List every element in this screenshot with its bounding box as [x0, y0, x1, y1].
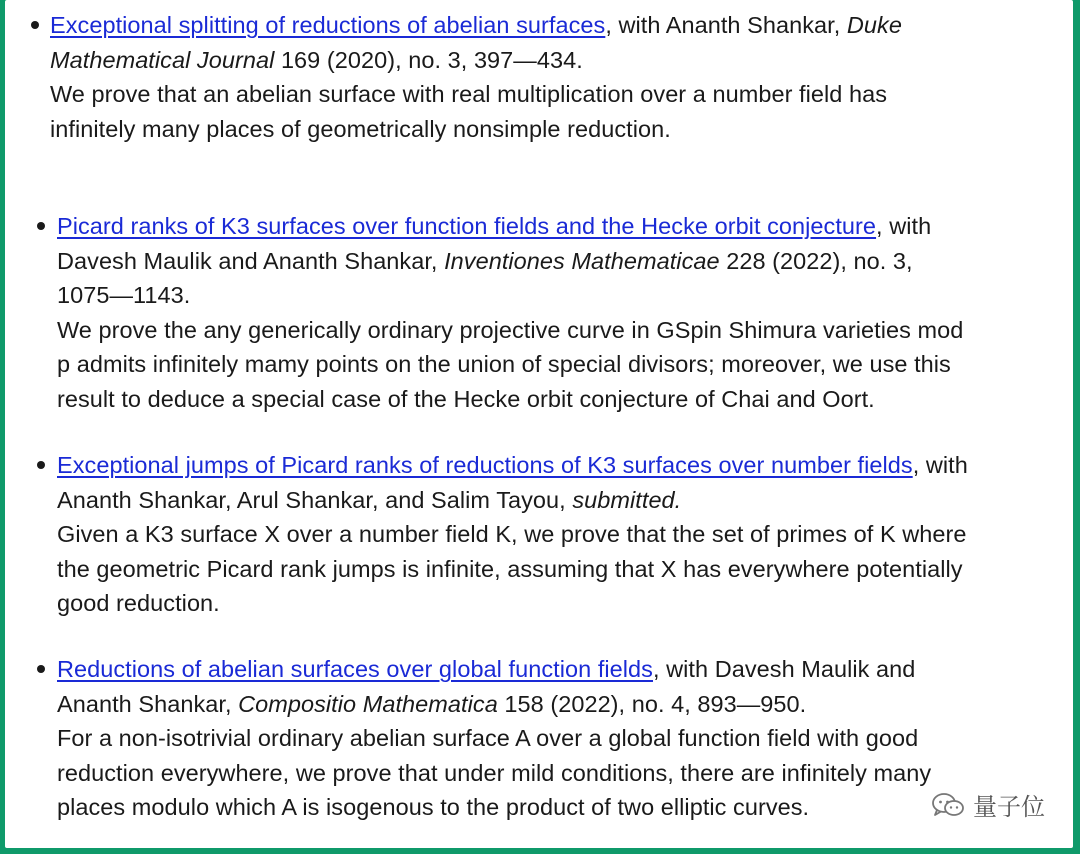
- journal-name: Compositio Mathematica: [238, 690, 498, 717]
- document-page: [5, 0, 1073, 848]
- citation-line: [50, 8, 1053, 43]
- coauthors-text: , with Davesh Maulik and: [652, 656, 916, 682]
- bullet-icon: [37, 222, 45, 230]
- citation-line: [57, 209, 1053, 244]
- journal-name: Inventiones Mathematicae: [444, 247, 720, 274]
- abstract-line: p admits infinitely mamy points on the union of special divisors; moreover, we use this: [57, 351, 951, 377]
- citation-line: [57, 483, 1053, 518]
- publication-title-link[interactable]: Reductions of abelian surfaces over global function fields: [57, 656, 653, 682]
- bullet-icon: [37, 461, 45, 469]
- coauthors-text: Ananth Shankar,: [57, 690, 239, 717]
- abstract-line: the geometric Picard rank jumps is infinite, assuming that X has everywhere potentially: [57, 555, 963, 582]
- citation-line: [57, 244, 1053, 279]
- watermark-text: 量子位: [973, 793, 1045, 821]
- publication-title-link[interactable]: Picard ranks of K3 surfaces over function fields and the Hecke orbit conjecture: [57, 213, 877, 239]
- abstract-line: We prove that an abelian surface with real multiplication over a number field has: [50, 81, 888, 107]
- citation-line: [57, 687, 1053, 722]
- coauthors-text: Ananth Shankar, Arul Shankar, and Salim Tayou,: [57, 486, 573, 513]
- citation-line: [57, 652, 1053, 687]
- page-range: 1075—1143.: [57, 282, 191, 308]
- coauthors-text: , with Ananth Shankar,: [605, 12, 847, 38]
- abstract-line: places modulo which A is isogenous to the product of two elliptic curves.: [57, 794, 810, 820]
- citation-line: [50, 43, 1053, 78]
- abstract-line: For a non-isotrivial ordinary abelian surface A over a global function field with good: [57, 725, 919, 751]
- publication-title-link[interactable]: Exceptional jumps of Picard ranks of reductions of K3 surfaces over number fields: [57, 452, 913, 478]
- abstract-line: infinitely many places of geometrically nonsimple reduction.: [50, 115, 671, 142]
- journal-name: Duke: [846, 12, 902, 38]
- publication-title-link[interactable]: Exceptional splitting of reductions of abelian surfaces: [50, 12, 606, 38]
- journal-name: Mathematical Journal: [50, 46, 275, 73]
- coauthors-text: , with: [912, 452, 968, 478]
- wechat-icon: [931, 792, 965, 818]
- abstract-line: result to deduce a special case of the Hecke orbit conjecture of Chai and Oort.: [57, 385, 875, 412]
- coauthors-text: Davesh Maulik and Ananth Shankar,: [57, 247, 445, 274]
- abstract-line: Given a K3 surface X over a number field K, we prove that the set of primes of K where: [57, 521, 967, 547]
- abstract-line: We prove the any generically ordinary projective curve in GSpin Shimura varieties mod: [57, 316, 964, 343]
- bullet-icon: [31, 21, 39, 29]
- volume-info: 228 (2022), no. 3,: [719, 247, 913, 274]
- volume-info: 169 (2020), no. 3, 397—434.: [274, 46, 583, 73]
- citation-line: [57, 448, 1053, 483]
- submission-status: submitted.: [572, 486, 682, 513]
- bullet-icon: [37, 665, 45, 673]
- watermark: [931, 787, 1045, 822]
- abstract-line: reduction everywhere, we prove that under mild conditions, there are infinitely many: [57, 759, 932, 786]
- abstract-line: good reduction.: [57, 590, 220, 616]
- volume-info: 158 (2022), no. 4, 893—950.: [497, 690, 807, 717]
- coauthors-text: , with: [876, 213, 932, 239]
